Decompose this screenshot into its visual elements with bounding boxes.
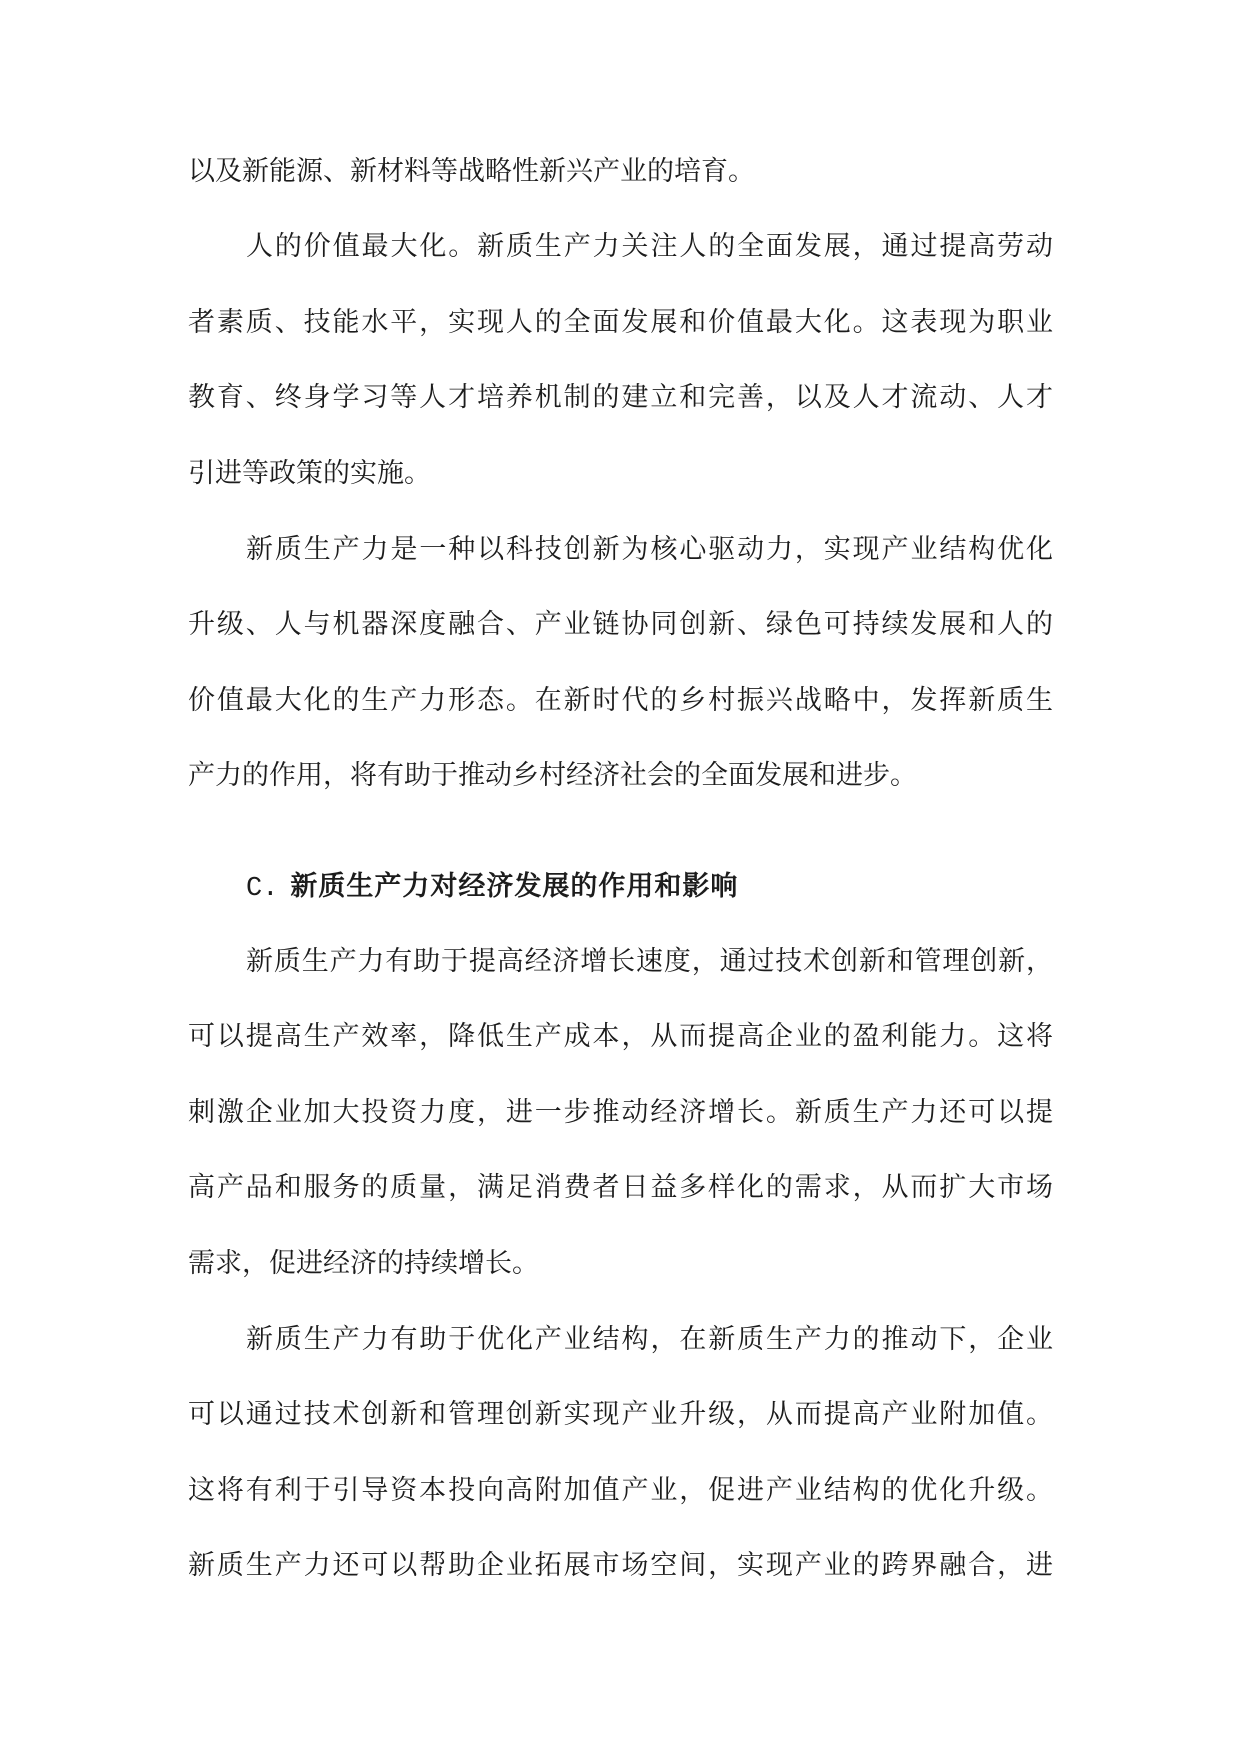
text-line: 高产品和服务的质量，满足消费者日益多样化的需求，从而扩大市场 [188,1172,1053,1203]
text-line: 升级、人与机器深度融合、产业链协同创新、绿色可持续发展和人的 [188,609,1053,640]
text-line: 价值最大化的生产力形态。在新时代的乡村振兴战略中，发挥新质生 [188,685,1053,716]
text-line: 需求，促进经济的持续增长。 [188,1248,539,1279]
section-marker: C. [246,874,279,904]
text-line: 刺激企业加大投资力度，进一步推动经济增长。新质生产力还可以提 [188,1097,1053,1128]
text-line: 引进等政策的实施。 [188,458,431,489]
text-line: 人的价值最大化。新质生产力关注人的全面发展，通过提高劳动 [246,231,1053,262]
text-line: 教育、终身学习等人才培养机制的建立和完善，以及人才流动、人才 [188,382,1053,413]
text-line: 产力的作用，将有助于推动乡村经济社会的全面发展和进步。 [188,760,917,791]
text-line: 以及新能源、新材料等战略性新兴产业的培育。 [188,156,755,187]
text-line: 新质生产力有助于提高经济增长速度，通过技术创新和管理创新， [246,946,1053,977]
text-line: 可以通过技术创新和管理创新实现产业升级，从而提高产业附加值。 [188,1399,1053,1430]
text-line: 新质生产力有助于优化产业结构，在新质生产力的推动下，企业 [246,1324,1053,1355]
text-line: 这将有利于引导资本投向高附加值产业，促进产业结构的优化升级。 [188,1475,1053,1506]
text-line: 者素质、技能水平，实现人的全面发展和价值最大化。这表现为职业 [188,307,1053,338]
text-line: 新质生产力还可以帮助企业拓展市场空间，实现产业的跨界融合，进 [188,1550,1053,1581]
section-heading [246,866,1053,906]
text-line: 可以提高生产效率，降低生产成本，从而提高企业的盈利能力。这将 [188,1021,1053,1052]
section-title: 新质生产力对经济发展的作用和影响 [290,871,739,901]
text-line: 新质生产力是一种以科技创新为核心驱动力，实现产业结构优化 [246,534,1053,565]
